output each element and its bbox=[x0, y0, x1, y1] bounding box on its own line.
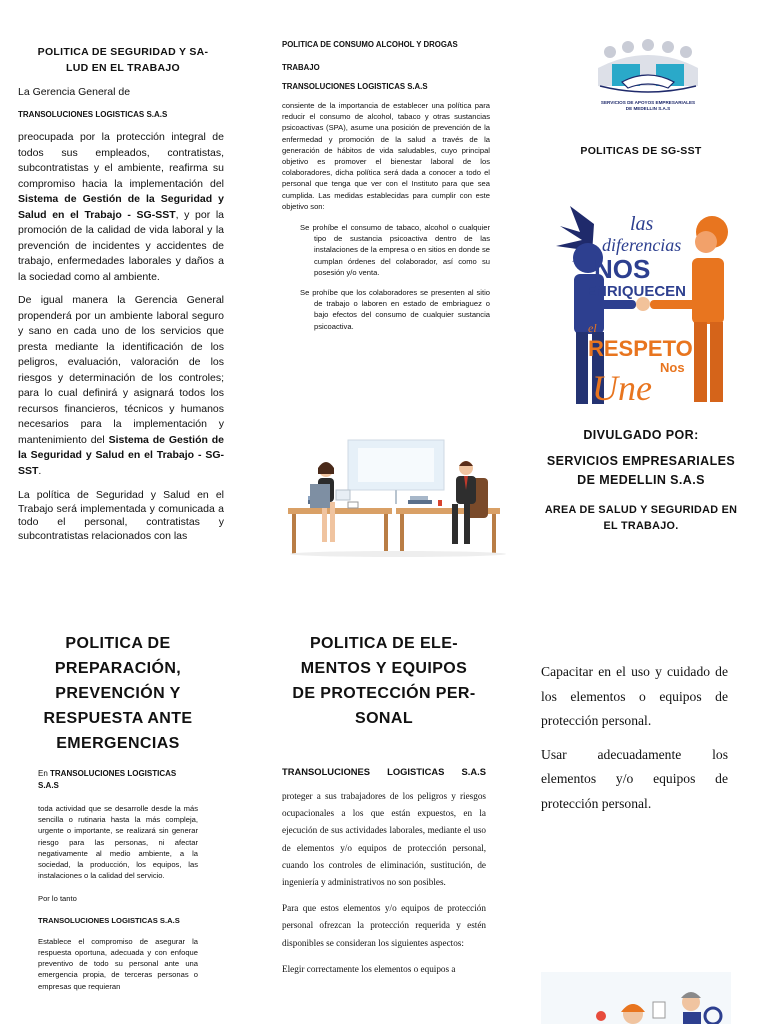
poster-word: el bbox=[588, 321, 597, 335]
panel3-heading: POLITICAS DE SG-SST bbox=[580, 145, 702, 157]
panel4-paragraph-1: toda actividad que se desarrolle desde la más sencilla o rutinaria hasta la más compleja, urgente o importante, se realizará sin generar riesgo para las personas, ni afectar negativamente al medio ambiente, a la sociedad, la producción, los equipos, las instalaciones o la calidad del servicio. bbox=[38, 804, 198, 881]
panel5-paragraph-3: Elegir correctamente los elementos o equipos a bbox=[282, 963, 456, 974]
panel2-title-line2: TRABAJO bbox=[282, 63, 320, 72]
list-item: Se prohíbe que los colaboradores se presenten al sitio de trabajo o laboren en estado de embriaguez o bajo efectos del consumo de cualquier sustancia psicoactiva. bbox=[300, 288, 490, 331]
panel4-paragraph-3: Establece el compromiso de asegurar la respuesta oportuna, adecuada y con enfoque preventivo de todo su personal ante una emergencia propia, de terceras personas o empresas que requieran bbox=[38, 936, 198, 991]
panel2-title-line1: POLITICA DE CONSUMO ALCOHOL Y DROGAS bbox=[282, 40, 458, 49]
ppe-illustration bbox=[541, 972, 731, 1024]
panel-ppe-policy bbox=[282, 764, 486, 978]
panel1-paragraph-3: La política de Seguridad y Salud en el Trabajo será implementada y comunicada a todo el personal, contratistas y subcontratistas relacionados con las bbox=[18, 489, 224, 542]
panel2-company: TRANSOLUCIONES LOGISTICAS S.A.S bbox=[282, 82, 428, 91]
poster-word: Une bbox=[592, 368, 652, 408]
poster-word: ENRIQUECEN bbox=[586, 283, 687, 300]
panel1-intro: La Gerencia General de bbox=[18, 86, 131, 98]
panel1-company: TRANSOLUCIONES LOGISTICAS S.A.S bbox=[18, 110, 168, 119]
panel5-company: TRANSOLUCIONES LOGISTICAS S.A.S bbox=[282, 766, 486, 777]
panel6-paragraph-1: Capacitar en el uso y cuidado de los elementos o equipos de protección personal. bbox=[541, 664, 728, 728]
panel2-measures-list bbox=[282, 222, 490, 332]
area-name: AREA DE SALUD Y SEGURIDAD EN EL TRABAJO. bbox=[544, 504, 738, 532]
panel5-paragraph-2: Para que estos elementos y/o equipos de protección personal ofrezcan la protección requerida y estén disponibles se consideran los siguientes aspectos: bbox=[282, 903, 486, 948]
panel2-paragraph-1: consiente de la importancia de establecer una política para reducir el consumo de alcohol, tabaco y otras sustancias psicoactivas (SPA), asume una posición de prevención de la enfermedad y promoción de la salud a través de la generación de hábitos de vida saludables, cuyo principal objetivo es promover el bienestar laboral de los colaboradores, dicha política será dada a conocer a todo el personal que tenga que ver con el Instituto para que sea cumplida. Las medidas establecidas para cumplir con este objetivo son: bbox=[282, 101, 490, 211]
panel1-title: POLITICA DE SEGURIDAD Y SA- LUD EN EL TRABAJO bbox=[37, 46, 209, 74]
list-item: Se prohíbe el consumo de tabaco, alcohol o cualquier tipo de sustancia psicoactiva dentro de las instalaciones de la empresa o en sitios en donde se cumplan órdenes del colaborador, así como su posesión y/o venta. bbox=[300, 223, 490, 277]
panel4-company-2: TRANSOLUCIONES LOGISTICAS S.A.S bbox=[38, 915, 180, 925]
panel6-paragraph-2: Usar adecuadamente los elementos y/o equipos de protección personal. bbox=[541, 746, 728, 811]
panel-alcohol-drugs-policy bbox=[282, 40, 490, 339]
panel5-paragraph-1: proteger a sus trabajadores de los peligros y riesgos ocupacionales a los que están expuestos, en la ejecución de sus actividades laborales, mediante el uso de elementos y/o equipos de protección personal, cuando los controles de eliminación, sustitución, de ingeniería y administrativos no son posibles. bbox=[282, 791, 486, 888]
panel-ppe-continued bbox=[541, 660, 728, 816]
panel1-paragraph-2: De igual manera la Gerencia General propenderá por un ambiente laboral seguro y sano en cada uno de los servicios que presta mediante la identificación de los peligros, evaluación, valoración de los riesgos y determinación de los controles; para lo cual definirá y asignará todos los recursos financieros, técnicos y humanos necesarios para la implementación y mantenimiento del Sistema de Gestión de la Seguridad y Salud en el Trabajo - SG-SST. bbox=[18, 294, 225, 477]
panel4-title: POLITICA DE PREPARACIÓN, PREVENCIÓN Y RESPUESTA ANTE EMERGENCIAS bbox=[43, 635, 193, 752]
poster-word: las bbox=[630, 213, 654, 235]
poster-word: RESPETO bbox=[588, 336, 693, 361]
logo-caption: SERVICIOS DE APOYOS EMPRESARIALES DE MEDELLIN S.A.S bbox=[600, 100, 696, 111]
panel1-paragraph-1: preocupada por la protección integral de todos sus empleados, contratistas, subcontratistas y el ambiente, reafirma su compromiso hacia la implementación del Sistema de Gestión de la Seguridad y Salud en el Trabajo - SG-SST, y por la promoción de la calidad de vida laboral y la prevención de incidentes y accidentes de trabajo, enfermedades laborales y daños a la sociedad como al ambiente. bbox=[18, 131, 224, 283]
panel-security-health-policy bbox=[18, 44, 224, 543]
panel-emergency-policy bbox=[38, 768, 198, 992]
panel4-paragraph-2: Por lo tanto bbox=[38, 894, 77, 904]
company-logo bbox=[590, 38, 706, 100]
panel4-intro: En TRANSOLUCIONES LOGISTICAS S.A.S bbox=[38, 769, 177, 790]
company-name: SERVICIOS EMPRESARIALES DE MEDELLIN S.A.S bbox=[546, 454, 736, 487]
poster-word: diferencias bbox=[602, 235, 682, 255]
panel5-title: POLITICA DE ELE- MENTOS Y EQUIPOS DE PROTECCIÓN PER- SONAL bbox=[292, 635, 476, 727]
poster-word: NOS bbox=[594, 254, 651, 284]
poster-word: Nos bbox=[660, 360, 685, 375]
divulgado-label: DIVULGADO POR: bbox=[583, 428, 699, 442]
office-meeting-illustration bbox=[288, 438, 508, 558]
respect-poster bbox=[552, 196, 740, 414]
